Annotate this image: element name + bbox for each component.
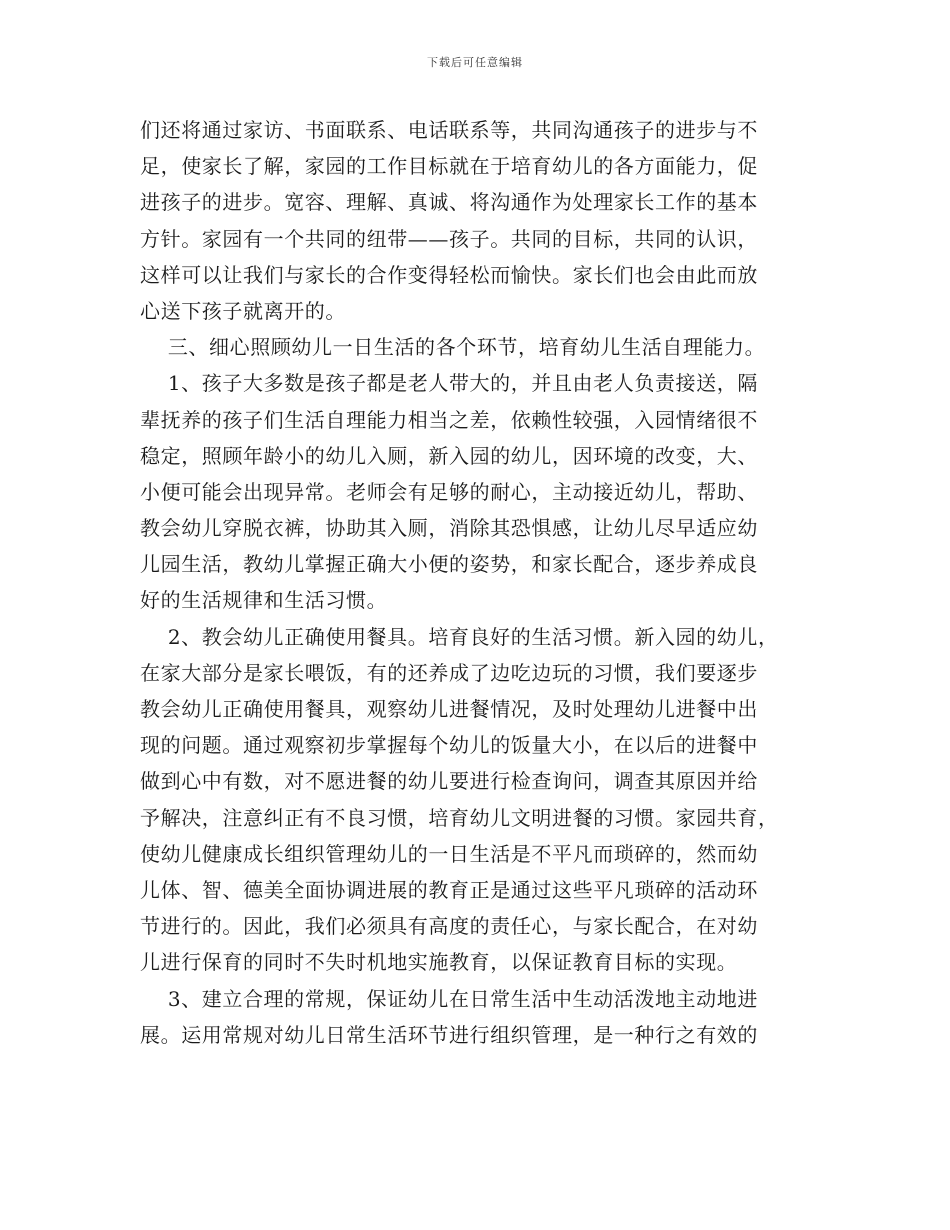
text-line: 小便可能会出现异常。老师会有足够的耐心，主动接近幼儿，帮助、 <box>140 479 758 504</box>
text-line: 3、建立合理的常规，保证幼儿在日常生活中生动活泼地主动地进 <box>140 986 758 1011</box>
text-line: 方针。家园有一个共同的纽带——孩子。共同的目标，共同的认识， <box>140 226 758 251</box>
text-line: 们还将通过家访、书面联系、电话联系等，共同沟通孩子的进步与不 <box>140 118 758 142</box>
page-header: 下载后可任意编辑 <box>427 56 523 69</box>
text-line: 在家大部分是家长喂饭，有的还养成了边吃边玩的习惯，我们要逐步 <box>140 660 758 685</box>
text-line: 辈抚养的孩子们生活自理能力相当之差，依赖性较强，入园情绪很不 <box>140 407 758 432</box>
text-line: 进孩子的进步。宽容、理解、真诚、将沟通作为处理家长工作的基本 <box>140 190 758 215</box>
section-heading: 三、细心照顾幼儿一日生活的各个环节，培育幼儿生活自理能力。 <box>140 335 766 360</box>
text-line: 好的生活规律和生活习惯。 <box>140 588 388 613</box>
text-line: 足，使家长了解，家园的工作目标就在于培育幼儿的各方面能力，促 <box>140 154 758 179</box>
text-line: 做到心中有数，对不愿进餐的幼儿要进行检查询问，调查其原因并给 <box>140 769 758 794</box>
text-line: 现的问题。通过观察初步掌握每个幼儿的饭量大小，在以后的进餐中 <box>140 733 758 758</box>
text-line: 稳定，照顾年龄小的幼儿入厕，新入园的幼儿，因环境的改变，大、 <box>140 443 758 468</box>
text-line: 儿园生活，教幼儿掌握正确大小便的姿势，和家长配合，逐步养成良 <box>140 552 758 577</box>
text-line: 展。运用常规对幼儿日常生活环节进行组织管理，是一种行之有效的 <box>140 1022 758 1047</box>
text-line: 教会幼儿正确使用餐具，观察幼儿进餐情况，及时处理幼儿进餐中出 <box>140 697 758 721</box>
text-line: 心送下孩子就离开的。 <box>140 298 346 323</box>
text-line: 儿进行保育的同时不失时机地实施教育，以保证教育目标的实现。 <box>140 950 738 975</box>
text-line: 使幼儿健康成长组织管理幼儿的一日生活是不平凡而琐碎的，然而幼 <box>140 841 758 866</box>
document-body <box>140 112 820 1053</box>
text-line: 节进行的。因此，我们必须具有高度的责任心，与家长配合，在对幼 <box>140 914 758 939</box>
text-line: 2、教会幼儿正确使用餐具。培育良好的生活习惯。新入园的幼儿， <box>140 624 779 649</box>
text-line: 予解决，注意纠正有不良习惯，培育幼儿文明进餐的习惯。家园共育， <box>140 805 779 830</box>
text-line: 教会幼儿穿脱衣裤，协助其入厕，消除其恐惧感，让幼儿尽早适应幼 <box>140 516 758 541</box>
text-line: 这样可以让我们与家长的合作变得轻松而愉快。家长们也会由此而放 <box>140 262 758 287</box>
text-line: 儿体、智、德美全面协调进展的教育正是通过这些平凡琐碎的活动环 <box>140 877 758 902</box>
text-line: 1、孩子大多数是孩子都是老人带大的，并且由老人负责接送，隔 <box>140 371 758 396</box>
